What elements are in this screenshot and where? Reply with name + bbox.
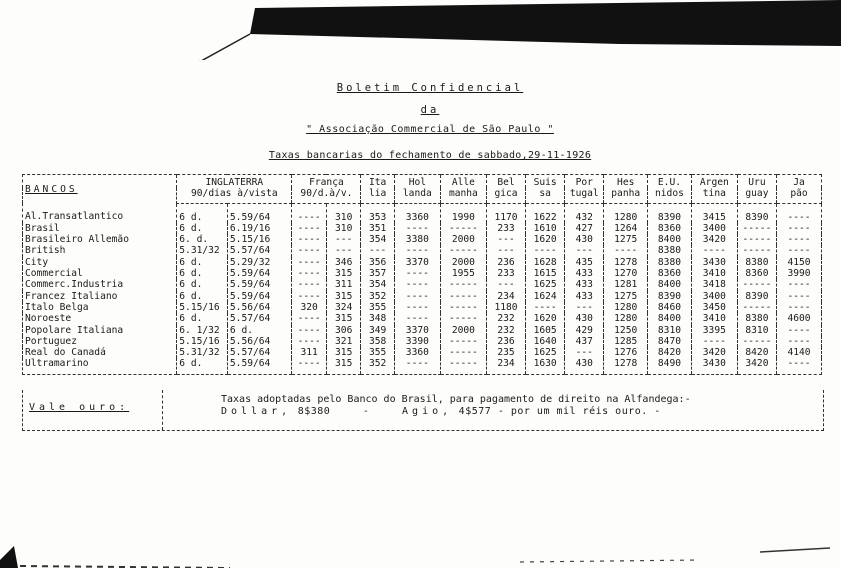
rate-cell: 8310: [737, 325, 776, 336]
rate-cell: 1170: [486, 203, 525, 223]
rate-cell: ----: [394, 268, 440, 279]
rate-cell: 1990: [440, 203, 486, 223]
rate-cell: ----: [526, 302, 565, 313]
rate-cell: 315: [326, 347, 361, 358]
association-name-text: " Associação Commercial de São Paulo ": [306, 124, 554, 135]
col-hespanha-bottom: panha: [604, 188, 648, 203]
rate-cell: 5.59/64: [227, 291, 291, 302]
rate-cell: 437: [565, 336, 604, 347]
rate-cell: 2000: [440, 234, 486, 245]
rate-cell: -----: [440, 279, 486, 290]
rate-cell: 235: [486, 347, 525, 358]
rate-cell: 5.57/64: [227, 347, 291, 358]
rate-cell: ---: [326, 234, 361, 245]
bank-name-cell: Commercial: [23, 268, 177, 279]
rate-cell: 6. d.: [177, 234, 228, 245]
rate-cell: ----: [394, 223, 440, 234]
rate-cell: ----: [604, 245, 648, 256]
rate-cell: 1628: [526, 257, 565, 268]
bank-name-cell: Portuguez: [23, 336, 177, 347]
rate-cell: 234: [486, 291, 525, 302]
rate-cell: 3400: [691, 223, 737, 234]
footer-rates-values: Dollar, 8$380 - Agio, 4$577 - por um mil réis ouro. -: [221, 406, 661, 417]
agio-label: Agio,: [402, 406, 453, 417]
rate-cell: 5.15/16: [227, 234, 291, 245]
rate-cell: 1615: [526, 268, 565, 279]
bank-name-cell: Al.Transatlantico: [23, 203, 177, 223]
vale-ouro-section: [22, 390, 824, 431]
rate-cell: 3360: [394, 347, 440, 358]
rate-cell: 1180: [486, 302, 525, 313]
rates-subtitle-text: Taxas bancarias do fechamento de sabbado,29-11-1926: [268, 150, 592, 161]
rate-cell: -----: [737, 279, 776, 290]
rate-cell: 5.57/64: [227, 313, 291, 324]
rate-cell: ----: [292, 268, 327, 279]
rate-cell: 357: [361, 268, 394, 279]
rate-cell: ----: [777, 291, 822, 302]
col-hollanda-bottom: landa: [394, 188, 440, 203]
rate-cell: 8390: [648, 203, 692, 223]
rate-cell: 3450: [691, 302, 737, 313]
rate-cell: 8380: [648, 245, 692, 256]
rate-cell: 3420: [691, 234, 737, 245]
table-row: [23, 347, 822, 358]
rate-cell: -----: [737, 223, 776, 234]
rate-cell: 3390: [394, 336, 440, 347]
per-mil-text: - por um mil réis ouro. -: [497, 406, 661, 417]
bank-name-cell: Brasil: [23, 223, 177, 234]
rate-cell: ----: [292, 203, 327, 223]
rate-cell: 6 d.: [227, 325, 291, 336]
rate-cell: 4150: [777, 257, 822, 268]
rate-cell: 351: [361, 223, 394, 234]
rate-cell: 1281: [604, 279, 648, 290]
rate-cell: 348: [361, 313, 394, 324]
bulletin-title: [220, 82, 640, 94]
bank-name-cell: British: [23, 245, 177, 256]
dollar-value: 8$380: [297, 406, 331, 417]
rate-cell: 5.56/64: [227, 302, 291, 313]
rate-cell: -----: [737, 245, 776, 256]
rate-cell: 8400: [648, 313, 692, 324]
rate-cell: 1640: [526, 336, 565, 347]
rate-cell: -----: [440, 223, 486, 234]
col-inglaterra-bottom: 90/dias à/vista: [177, 188, 292, 203]
rates-subtitle: [200, 150, 660, 161]
rate-cell: 1620: [526, 313, 565, 324]
rate-cell: ----: [292, 279, 327, 290]
rate-cell: 1620: [526, 234, 565, 245]
rate-cell: 5.31/32: [177, 245, 228, 256]
rate-cell: 311: [292, 347, 327, 358]
rate-cell: ----: [394, 245, 440, 256]
rate-cell: 8460: [648, 302, 692, 313]
rate-cell: ---: [326, 245, 361, 256]
rate-cell: ----: [526, 245, 565, 256]
rate-cell: -----: [440, 313, 486, 324]
rate-cell: 1605: [526, 325, 565, 336]
rate-cell: 236: [486, 257, 525, 268]
rate-cell: 3420: [691, 347, 737, 358]
rate-cell: 5.59/64: [227, 268, 291, 279]
rate-cell: 3380: [394, 234, 440, 245]
rate-cell: 311: [326, 279, 361, 290]
bulletin-title-text: Boletim Confidencial: [336, 82, 524, 94]
rate-cell: 3410: [691, 313, 737, 324]
rate-cell: 1285: [604, 336, 648, 347]
rate-cell: 232: [486, 325, 525, 336]
col-franca-bottom: 90/d.à/v.: [292, 188, 361, 203]
rate-cell: ---: [565, 245, 604, 256]
table-row: [23, 302, 822, 313]
rate-cell: 430: [565, 234, 604, 245]
rate-cell: ----: [691, 245, 737, 256]
rate-cell: ---: [565, 302, 604, 313]
rate-cell: 8420: [737, 347, 776, 358]
col-italia-bottom: lia: [361, 188, 394, 203]
rate-cell: 356: [361, 257, 394, 268]
table-row: [23, 279, 822, 290]
rate-cell: 315: [326, 358, 361, 374]
rate-cell: 1278: [604, 257, 648, 268]
rate-cell: 2000: [440, 325, 486, 336]
agio-value: 4$577: [458, 406, 492, 417]
rate-cell: -----: [440, 302, 486, 313]
bulletin-da: [220, 104, 640, 116]
rate-cell: 352: [361, 358, 394, 374]
rate-cell: 315: [326, 291, 361, 302]
rate-cell: 234: [486, 358, 525, 374]
rate-cell: 354: [361, 234, 394, 245]
rate-cell: 321: [326, 336, 361, 347]
rate-cell: 232: [486, 313, 525, 324]
rate-cell: 1955: [440, 268, 486, 279]
rate-cell: 6 d.: [177, 313, 228, 324]
bancos-header: BANCOS: [23, 175, 177, 204]
rate-cell: 5.29/32: [227, 257, 291, 268]
footer-rates-note: Taxas adoptadas pelo Banco do Brasil, para pagamento de direito na Alfandega:-: [221, 394, 691, 405]
rate-cell: 5.31/32: [177, 347, 228, 358]
rate-cell: 1276: [604, 347, 648, 358]
rate-cell: 8360: [648, 268, 692, 279]
rate-cell: 4600: [777, 313, 822, 324]
col-uruguay-bottom: guay: [737, 188, 776, 203]
rate-cell: ----: [394, 302, 440, 313]
rate-cell: 1275: [604, 234, 648, 245]
col-suissa-bottom: sa: [526, 188, 565, 203]
rate-cell: 3360: [394, 203, 440, 223]
bank-name-cell: City: [23, 257, 177, 268]
rate-cell: 8360: [737, 268, 776, 279]
col-suissa-top: Suis: [526, 175, 565, 189]
rate-cell: ----: [292, 358, 327, 374]
rate-cell: 349: [361, 325, 394, 336]
bulletin-da-text: da: [420, 104, 440, 116]
rate-cell: ----: [394, 358, 440, 374]
col-argentina-top: Argen: [691, 175, 737, 189]
table-row: [23, 291, 822, 302]
bank-name-cell: Noroeste: [23, 313, 177, 324]
rate-cell: 6 d.: [177, 223, 228, 234]
rate-cell: 4140: [777, 347, 822, 358]
col-japao-top: Ja: [777, 175, 822, 189]
rate-cell: 6.19/16: [227, 223, 291, 234]
table-row: [23, 313, 822, 324]
scan-dark-corner: [0, 0, 841, 60]
bank-name-cell: Real do Canadá: [23, 347, 177, 358]
rate-cell: 3430: [691, 358, 737, 374]
rate-cell: 8380: [648, 257, 692, 268]
rate-cell: 1250: [604, 325, 648, 336]
rate-cell: 5.56/64: [227, 336, 291, 347]
rate-cell: 429: [565, 325, 604, 336]
rate-cell: ---: [565, 347, 604, 358]
col-belgica-bottom: gica: [486, 188, 525, 203]
rate-cell: 430: [565, 313, 604, 324]
rate-cell: ----: [691, 336, 737, 347]
rate-cell: 306: [326, 325, 361, 336]
rate-cell: 3420: [737, 358, 776, 374]
rate-cell: 315: [326, 313, 361, 324]
rate-cell: 432: [565, 203, 604, 223]
rate-cell: 427: [565, 223, 604, 234]
table-row: [23, 336, 822, 347]
rate-cell: 6 d.: [177, 291, 228, 302]
rate-cell: 1622: [526, 203, 565, 223]
rate-cell: -----: [440, 336, 486, 347]
rate-cell: 433: [565, 291, 604, 302]
rate-cell: 236: [486, 336, 525, 347]
dollar-label: Dollar,: [221, 406, 292, 417]
rate-cell: 358: [361, 336, 394, 347]
rate-cell: 8420: [648, 347, 692, 358]
rate-cell: ----: [292, 245, 327, 256]
rate-cell: -----: [440, 347, 486, 358]
bank-name-cell: Italo Belga: [23, 302, 177, 313]
rate-cell: 324: [326, 302, 361, 313]
table-row: [23, 223, 822, 234]
rate-cell: ----: [777, 325, 822, 336]
rate-cell: 5.59/64: [227, 279, 291, 290]
rate-cell: 1275: [604, 291, 648, 302]
rate-cell: ----: [394, 313, 440, 324]
rate-cell: 8390: [737, 203, 776, 223]
rate-cell: 6 d.: [177, 268, 228, 279]
rate-cell: 310: [326, 223, 361, 234]
rate-cell: 435: [565, 257, 604, 268]
rate-cell: 6. 1/32: [177, 325, 228, 336]
col-portugal-bottom: tugal: [565, 188, 604, 203]
rate-cell: ----: [777, 245, 822, 256]
rate-cell: ---: [486, 245, 525, 256]
rate-cell: 6 d.: [177, 203, 228, 223]
rate-cell: ----: [777, 234, 822, 245]
rate-cell: ---: [486, 279, 525, 290]
rate-cell: 1625: [526, 347, 565, 358]
rate-cell: ----: [292, 234, 327, 245]
rate-cell: 5.59/64: [227, 203, 291, 223]
table-row: [23, 234, 822, 245]
rate-cell: ----: [394, 291, 440, 302]
rate-cell: 2000: [440, 257, 486, 268]
rate-cell: -----: [737, 302, 776, 313]
col-italia-top: Ita: [361, 175, 394, 189]
table-row: [23, 268, 822, 279]
rate-cell: 8470: [648, 336, 692, 347]
rate-cell: 8380: [737, 313, 776, 324]
exchange-rates-table: [22, 174, 822, 375]
rate-cell: ----: [777, 302, 822, 313]
rate-cell: ----: [292, 257, 327, 268]
rate-cell: 1278: [604, 358, 648, 374]
rate-cell: 233: [486, 223, 525, 234]
table-row: [23, 203, 822, 223]
rate-cell: ----: [394, 279, 440, 290]
rate-cell: 1280: [604, 313, 648, 324]
rate-cell: 8490: [648, 358, 692, 374]
rate-cell: 8390: [648, 291, 692, 302]
table-row: [23, 358, 822, 374]
footer-divider: [162, 390, 163, 430]
rate-cell: ---: [486, 234, 525, 245]
rate-cell: ----: [777, 223, 822, 234]
table-row: [23, 245, 822, 256]
rate-cell: 1610: [526, 223, 565, 234]
vale-ouro-label: Vale ouro:: [29, 402, 130, 413]
header-row-top: [23, 175, 822, 189]
col-uruguay-top: Uru: [737, 175, 776, 189]
col-eu-bottom: nidos: [648, 188, 692, 203]
rate-cell: -----: [737, 234, 776, 245]
rate-cell: ----: [777, 336, 822, 347]
rate-cell: 1630: [526, 358, 565, 374]
bank-name-cell: Brasileiro Allemão: [23, 234, 177, 245]
rate-cell: 1270: [604, 268, 648, 279]
col-argentina-bottom: tina: [691, 188, 737, 203]
scan-bottom-smudge: [0, 538, 841, 568]
rate-cell: 430: [565, 358, 604, 374]
rate-cell: 3430: [691, 257, 737, 268]
col-belgica-top: Bel: [486, 175, 525, 189]
bank-name-cell: Ultramarino: [23, 358, 177, 374]
rate-cell: 8400: [648, 234, 692, 245]
rate-cell: ---: [361, 245, 394, 256]
rate-cell: 1624: [526, 291, 565, 302]
rate-cell: 3415: [691, 203, 737, 223]
rate-cell: ----: [292, 313, 327, 324]
col-hollanda-top: Hol: [394, 175, 440, 189]
rate-cell: ----: [777, 279, 822, 290]
rate-cell: 346: [326, 257, 361, 268]
rate-cell: 3410: [691, 268, 737, 279]
table-row: [23, 257, 822, 268]
bank-name-cell: Popolare Italiana: [23, 325, 177, 336]
rate-cell: 1264: [604, 223, 648, 234]
rate-cell: 3990: [777, 268, 822, 279]
rate-cell: 5.15/16: [177, 336, 228, 347]
rate-cell: 353: [361, 203, 394, 223]
rate-cell: ----: [292, 336, 327, 347]
rate-cell: ----: [777, 358, 822, 374]
rate-cell: 5.59/64: [227, 358, 291, 374]
col-japao-bottom: pão: [777, 188, 822, 203]
rate-cell: 6 d.: [177, 358, 228, 374]
rate-cell: ----: [292, 325, 327, 336]
rate-cell: 3370: [394, 257, 440, 268]
rate-cell: 310: [326, 203, 361, 223]
bank-name-cell: Francez Italiano: [23, 291, 177, 302]
rates-body: [23, 203, 822, 374]
rate-cell: -----: [440, 358, 486, 374]
rate-cell: 8310: [648, 325, 692, 336]
rate-cell: -----: [737, 336, 776, 347]
rate-cell: 3400: [691, 291, 737, 302]
col-franca-top: França: [292, 175, 361, 189]
rate-cell: 6 d.: [177, 257, 228, 268]
rate-cell: 1280: [604, 302, 648, 313]
table-row: [23, 325, 822, 336]
rate-cell: 8380: [737, 257, 776, 268]
rate-cell: 3395: [691, 325, 737, 336]
rate-cell: 8390: [737, 291, 776, 302]
col-hespanha-top: Hes: [604, 175, 648, 189]
rate-cell: ----: [292, 223, 327, 234]
rate-cell: 352: [361, 291, 394, 302]
rate-cell: 3418: [691, 279, 737, 290]
rate-cell: 320: [292, 302, 327, 313]
rate-cell: 233: [486, 268, 525, 279]
col-eu-top: E.U.: [648, 175, 692, 189]
rate-cell: 8360: [648, 223, 692, 234]
rate-cell: -----: [440, 245, 486, 256]
rate-cell: 433: [565, 279, 604, 290]
col-portugal-top: Por: [565, 175, 604, 189]
rate-cell: 5.57/64: [227, 245, 291, 256]
rate-cell: 433: [565, 268, 604, 279]
rate-cell: ----: [777, 203, 822, 223]
rate-cell: 315: [326, 268, 361, 279]
rate-cell: 5.15/16: [177, 302, 228, 313]
col-inglaterra-top: INGLATERRA: [177, 175, 292, 189]
col-allemanha-bottom: manha: [440, 188, 486, 203]
rate-cell: 1625: [526, 279, 565, 290]
association-name: [220, 124, 640, 135]
rate-cell: ----: [292, 291, 327, 302]
bank-name-cell: Commerc.Industria: [23, 279, 177, 290]
col-allemanha-top: Alle: [440, 175, 486, 189]
rate-cell: -----: [440, 291, 486, 302]
rate-cell: 1280: [604, 203, 648, 223]
rate-cell: 3370: [394, 325, 440, 336]
rate-cell: 355: [361, 347, 394, 358]
rate-cell: 6 d.: [177, 279, 228, 290]
rate-cell: 355: [361, 302, 394, 313]
rate-cell: 354: [361, 279, 394, 290]
rate-cell: 8400: [648, 279, 692, 290]
